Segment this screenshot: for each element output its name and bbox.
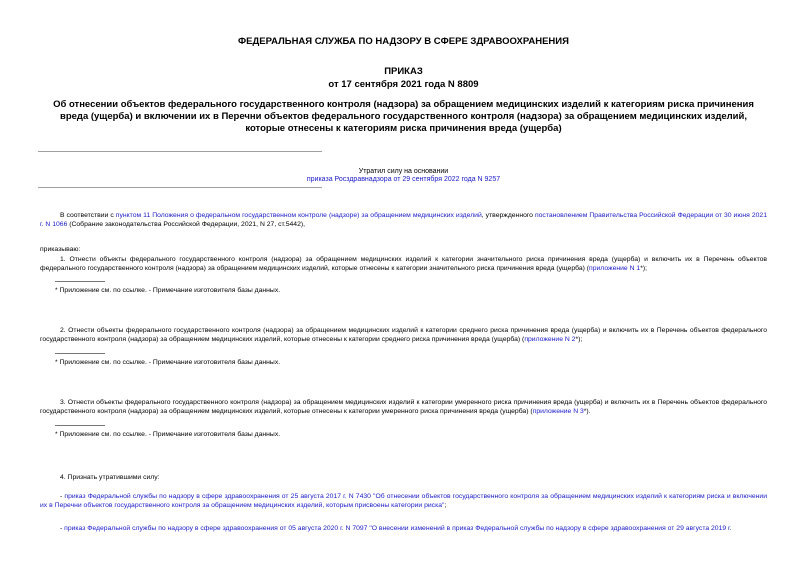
- appendix-3-link[interactable]: приложение N 3: [532, 408, 584, 416]
- footnote-divider-1: [55, 281, 105, 282]
- repealed-item-1: [40, 492, 767, 511]
- divider-top: [38, 151, 322, 152]
- repealed-order-1-link[interactable]: приказ Федеральной службы по надзору в сфере здравоохранения от 25 августа 2017 г. N 7430 "Об отнесении объектов государственного контроля за обращением медицинских изделий к категориям риска и включении их в Перечни объектов государственного контроля за обращением медицинских изделий, которым присвоены категории риска": [40, 493, 767, 510]
- footnote-2: * Приложение см. по ссылке. - Примечание изготовителя базы данных.: [55, 359, 281, 366]
- government-decree-link[interactable]: постановлением Правительства Российской Федерации от 30 июня 2021 г. N 1066: [40, 212, 767, 229]
- item-2-text: 2. Отнести объекты федерального государственного контроля (надзора) за обращением медицинских изделий к категории среднего риска причинения вреда (ущерба) и включить их в Перечень объектов федерального государственного контроля (надзора) за обращением медицинских изделий, которые отнесены к категории среднего риска причинения вреда (ущерба) (: [40, 327, 767, 344]
- document-date-number: от 17 сентября 2021 года N 8809: [328, 79, 479, 90]
- item-1-paragraph: [40, 255, 767, 274]
- repealed-order-2-link[interactable]: приказ Федеральной службы по надзору в сфере здравоохранения от 05 августа 2020 г. N 7097 "О внесении изменений в приказ Федеральной службы по надзору в сфере здравоохранения от 29 августа 2019 г.: [64, 525, 732, 532]
- document-type: ПРИКАЗ: [384, 66, 423, 77]
- repealed-1-dash: -: [60, 493, 65, 500]
- organization-heading: ФЕДЕРАЛЬНАЯ СЛУЖБА ПО НАДЗОРУ В СФЕРЕ ЗДРАВООХРАНЕНИЯ: [238, 36, 569, 47]
- item-1-text: 1. Отнести объекты федерального государственного контроля (надзора) за обращением медицинских изделий к категории значительного риска причинения вреда (ущерба) и включить их в Перечень объектов федерального государственного контроля (надзора) за обращением медицинских изделий, которые отнесены к категории значительного риска причинения вреда (ущерба) (: [40, 256, 767, 273]
- preamble-paragraph: [40, 211, 767, 230]
- regulation-link[interactable]: пунктом 11 Положения о федеральном государственном контроле (надзоре) за обращением медицинских изделий: [115, 212, 482, 219]
- footnote-divider-3: [55, 425, 105, 426]
- preamble-text-1: В соответствии с: [60, 212, 116, 219]
- status-note-link-line: [40, 176, 767, 183]
- item-1-tail: *);: [640, 265, 647, 273]
- status-note: Утратил силу на основании: [358, 168, 449, 175]
- item-3-paragraph: [40, 398, 767, 417]
- footnote-3: * Приложение см. по ссылке. - Примечание изготовителя базы данных.: [55, 431, 281, 438]
- repeal-order-link[interactable]: приказа Росздравнадзора от 29 сентября 2022 года N 9257: [306, 176, 501, 183]
- item-4-paragraph: 4. Признать утратившими силу:: [60, 474, 160, 481]
- order-phrase: приказываю:: [40, 246, 81, 253]
- repealed-item-2: [40, 524, 767, 533]
- preamble-text-3: (Собрание законодательства Российской Федерации, 2021, N 27, ст.5442),: [67, 221, 306, 229]
- repealed-1-tail: ;: [444, 502, 447, 510]
- repealed-2-dash: -: [60, 525, 65, 532]
- item-2-tail: *);: [575, 336, 583, 344]
- document-title: Об отнесении объектов федерального государственного контроля (надзора) за обращением медицинских изделий к категориям риска причинения вреда (ущерба) и включении их в Перечни объектов федерального государственного контроля (надзора) за обращением медицинских изделий, которые отнесены к категориям риска причинения вреда (ущерба): [53, 99, 754, 134]
- preamble-text-2: , утвержденного: [481, 212, 535, 219]
- footnote-1: * Приложение см. по ссылке. - Примечание изготовителя базы данных.: [55, 287, 281, 294]
- item-3-tail: *).: [583, 408, 591, 416]
- appendix-1-link[interactable]: приложение N 1: [589, 265, 641, 273]
- item-3-text: 3. Отнести объекты федерального государственного контроля (надзора) за обращением медицинских изделий к категории умеренного риска причинения вреда (ущерба) и включить их в Перечень объектов федерального государственного контроля (надзора) за обращением медицинских изделий, которые отнесены к категории умеренного риска причинения вреда (ущерба) (: [40, 399, 767, 416]
- footnote-divider-2: [55, 353, 105, 354]
- appendix-2-link[interactable]: приложение N 2: [524, 336, 576, 344]
- divider-bottom: [38, 187, 322, 188]
- item-2-paragraph: [40, 326, 767, 345]
